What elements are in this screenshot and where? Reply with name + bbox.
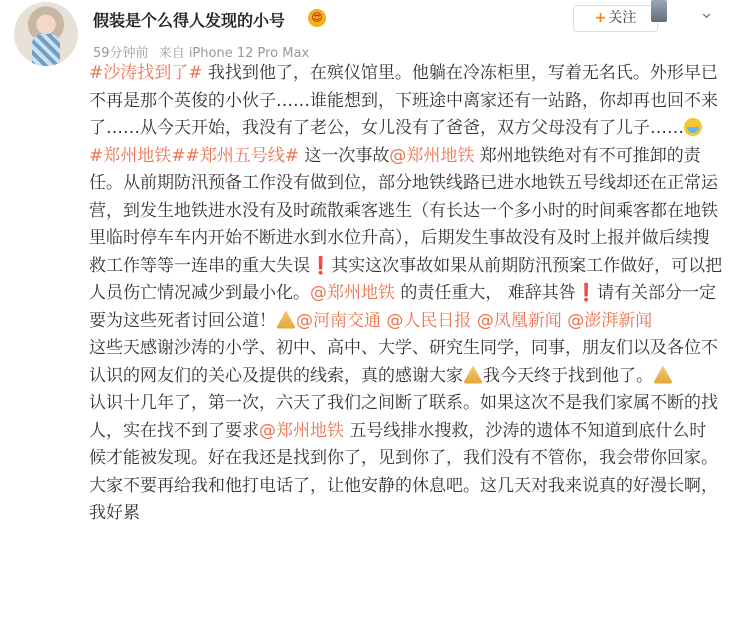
user-mention-link[interactable]: @澎湃新闻 — [567, 310, 653, 331]
user-mention-link[interactable]: @郑州地铁 — [389, 145, 475, 166]
post-text: 这一次事故 — [298, 145, 390, 166]
author-name[interactable]: 假装是个么得人发现的小号 — [93, 11, 286, 30]
post-paragraph — [89, 390, 723, 528]
post-text: 认识十几年了，第一次，六天了我们之间断了联系。如果这次不是我们家属不断的找人，实在找不到了要求 — [89, 393, 718, 441]
avatar[interactable] — [14, 2, 78, 66]
pray-emoji-icon — [276, 311, 296, 329]
post-text: 其实这次事故如果从前期防汛预案工作做好，可以把人员伤亡情况减少到最小化。 — [89, 255, 723, 303]
user-mention-link[interactable]: @人民日报 — [386, 310, 472, 331]
exclamation-icon: ❗ — [575, 283, 597, 303]
avatar-figure-icon — [32, 34, 60, 66]
post-text: 郑州地铁绝对有不可推卸的责任。从前期防汛预备工作没有做到位，部分地铁线路已进水地铁五号线却还在正常运营，到发生地铁进水没有及时疏散乘客逃生（有长达一个多小时的时间乘客都在地铁里临时停车车内开始不断进水到水位升高），后期发生事故没有及时上报并做后续搜救工作等等一连串的重大失误 — [89, 145, 718, 276]
pray-emoji-icon — [653, 366, 673, 384]
post-text: 的责任重大， 难辞其咎 — [395, 283, 576, 303]
post-text: 请有关部分一定要为这些死者讨回公道！ — [89, 283, 716, 331]
user-mention-link[interactable]: @河南交通 — [296, 310, 381, 331]
user-mention-link[interactable]: @凤凰新闻 — [476, 310, 562, 331]
follow-button[interactable] — [573, 5, 658, 32]
post-content — [89, 60, 723, 528]
pray-emoji-icon — [463, 366, 483, 384]
post-time[interactable]: 59分钟前 — [93, 46, 149, 61]
exclamation-icon: ❗ — [310, 255, 332, 276]
topic-tag-link[interactable]: #郑州地铁##郑州五号线# — [89, 145, 299, 166]
post-text: 五号线排水搜救，沙涛的遗体不知道到底什么时候才能被发现。好在我还是找到你了，见到你了，我们没有不管你，我会带你回家。大家不要再给我和他打电话了，让他安静的休息吧。这几天对我来说真的好漫长啊，我好累 — [89, 420, 718, 523]
post-meta — [93, 42, 315, 61]
topic-tag-link[interactable]: #沙涛找到了# — [89, 63, 203, 83]
post-paragraph — [89, 143, 723, 336]
member-badge-icon: 😍 — [308, 9, 326, 27]
post-text: 我今天终于找到他了。 — [483, 365, 653, 386]
follow-label: 关注 — [608, 10, 637, 26]
cry-emoji-icon — [684, 118, 702, 136]
post-paragraph — [89, 60, 723, 143]
user-mention-link[interactable]: @郑州地铁 — [259, 420, 344, 441]
plus-icon: + — [594, 10, 607, 26]
more-options-icon[interactable]: ⌄ — [699, 2, 715, 23]
post-paragraph — [89, 335, 723, 390]
post-text: 我找到他了，在殡仪馆里。他躺在冷冻柜里，写着无名氏。外形早已不再是那个英俊的小伙子……谁能想到，下班途中离家还有一站路，你却再也回不来了……从今天开始，我没有了老公，女儿没有了爸爸，双方父母没有了儿子…… — [89, 63, 718, 138]
post-text: 这些天感谢沙涛的小学、初中、高中、大学、研究生同学，同事，朋友们以及各位不认识的网友们的关心及提供的线索，真的感谢大家 — [89, 338, 718, 386]
user-mention-link[interactable]: @郑州地铁 — [310, 283, 395, 303]
post-source: 来自 iPhone 12 Pro Max — [158, 46, 310, 61]
